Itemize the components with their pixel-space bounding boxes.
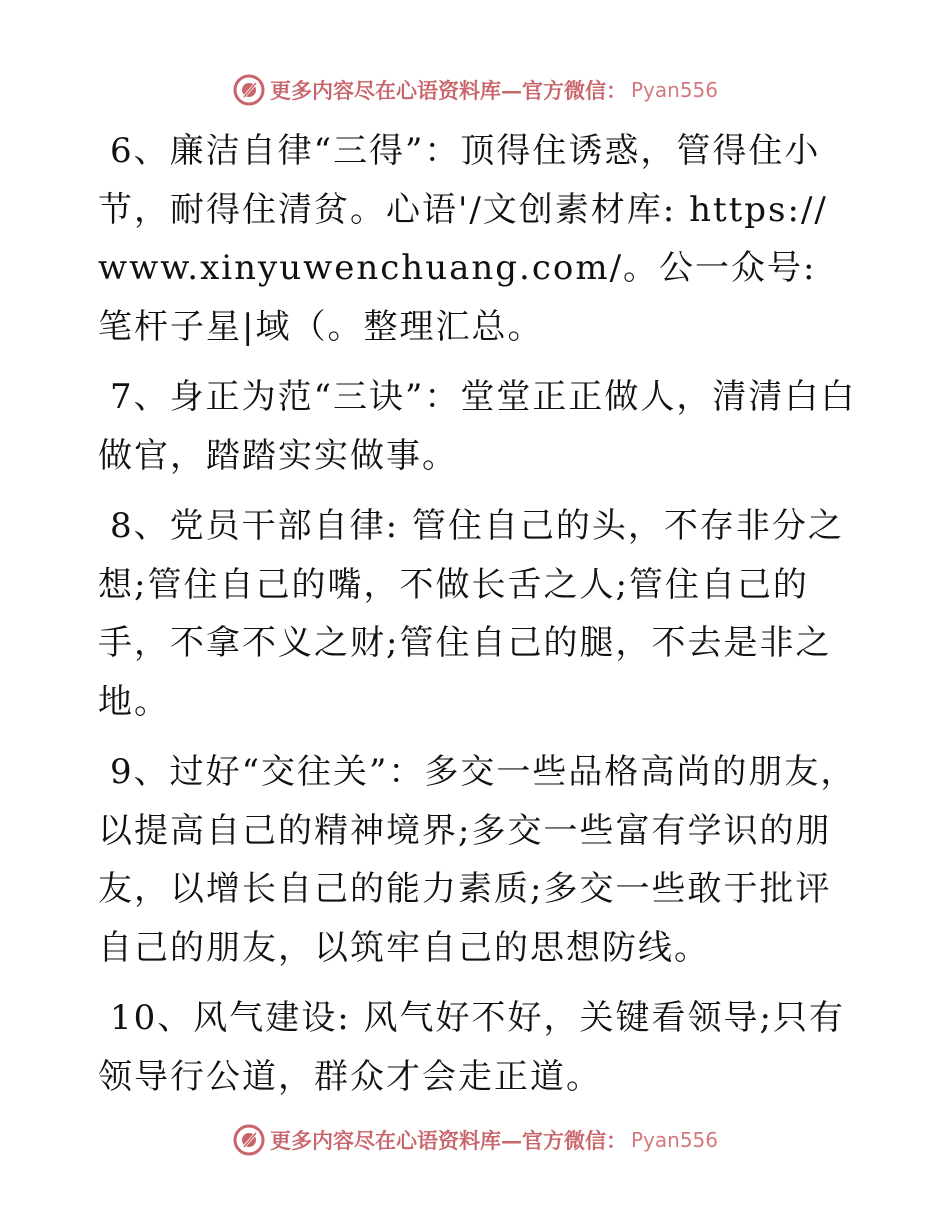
header-banner: [0, 70, 950, 110]
document-body: [98, 122, 858, 1118]
paragraph-8: [98, 497, 858, 731]
paragraph-8-text: 8、党员干部自律: 管住自己的头，不存非分之想;管住自己的嘴，不做长舌之人;管住自己的手，不拿不义之财;管住自己的腿，不去是非之地。: [98, 506, 844, 722]
banner-wechat-id: Pyan556: [630, 1128, 718, 1152]
paragraph-6-text: 6、廉洁自律“三得”：顶得住诱惑，管得住小节，耐得住清贫。心语'/文创素材库: https://www.xinyuwenchuang.com/。公一众号: 笔杆子星|域（。整理汇总。: [98, 131, 828, 347]
paragraph-7-text: 7、身正为范“三诀”：堂堂正正做人，清清白白做官，踏踏实实做事。: [98, 377, 857, 476]
paragraph-9: [98, 743, 858, 977]
paragraph-7: [98, 368, 858, 485]
banner-text: 更多内容尽在心语资料库—官方微信：: [269, 78, 627, 103]
paragraph-9-text: 9、过好“交往关”：多交一些品格高尚的朋友，以提高自己的精神境界;多交一些富有学识的朋友，以增长自己的能力素质;多交一些敢于批评自己的朋友，以筑牢自己的思想防线。: [98, 752, 857, 968]
paragraph-6: [98, 122, 858, 356]
banner-wechat-id: Pyan556: [630, 78, 718, 102]
banner-text: 更多内容尽在心语资料库—官方微信：: [269, 1128, 627, 1153]
paragraph-10-text: 10、风气建设: 风气好不好，关键看领导;只有领导行公道，群众才会走正道。: [98, 998, 845, 1097]
footer-banner: [0, 1120, 950, 1160]
logo-icon: [232, 1123, 266, 1157]
paragraph-10: [98, 989, 858, 1106]
logo-icon: [232, 73, 266, 107]
